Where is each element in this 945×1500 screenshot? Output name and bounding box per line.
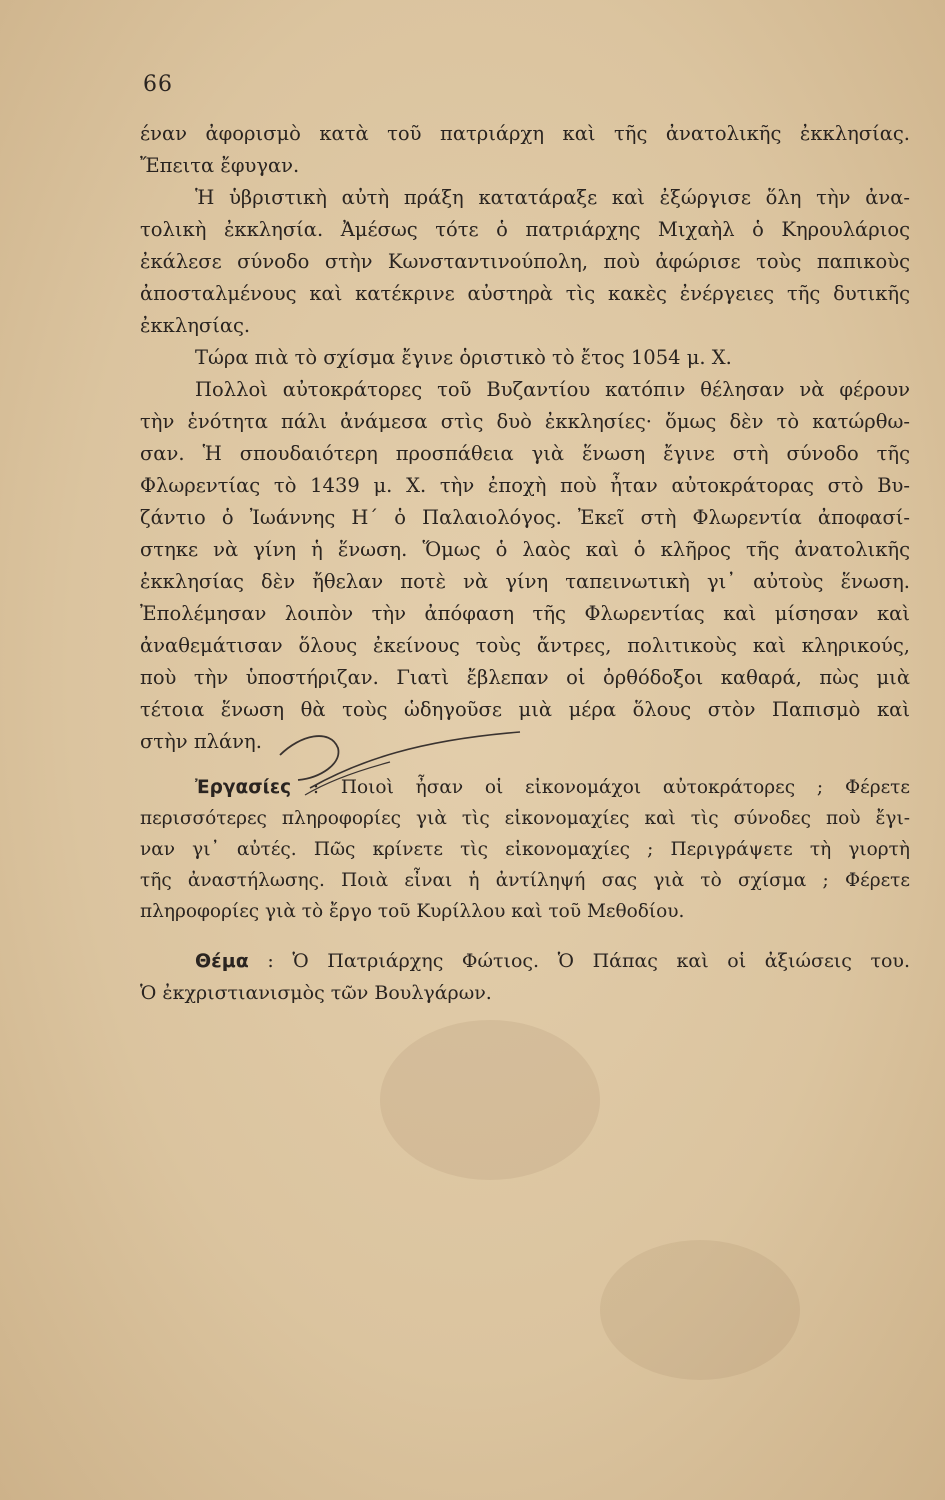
theme-text: : Ὁ Πατριάρχης Φώτιος. Ὁ Πάπας καὶ οἱ ἀξιώσεις του.: [267, 950, 910, 972]
exercises-line: πληροφορίες γιὰ τὸ ἔργο τοῦ Κυρίλλου καὶ τοῦ Μεθοδίου.: [140, 901, 685, 922]
paper-stain: [600, 1240, 800, 1380]
text-line: Τώρα πιὰ τὸ σχίσμα ἔγινε ὁριστικὸ τὸ ἔτος 1054 μ. Χ.: [195, 346, 732, 369]
text-line: τολικὴ ἐκκλησία. Ἀμέσως τότε ὁ πατριάρχης Μιχαὴλ ὁ Κηρουλάριος: [140, 218, 910, 241]
exercises-line: ναν γι᾿ αὐτές. Πῶς κρίνετε τὶς εἰκονομαχίες ; Περιγράψετε τὴ γιορτὴ: [140, 839, 910, 860]
text-line: Ἡ ὑβριστικὴ αὐτὴ πράξη κατατάραξε καὶ ἐξώργισε ὅλη τὴν ἀνα-: [195, 186, 910, 209]
text-line: τέτοια ἕνωση θὰ τοὺς ὡδηγοῦσε μιὰ μέρα ὅλους στὸν Παπισμὸ καὶ: [140, 698, 910, 721]
text-line: ἐκάλεσε σύνοδο στὴν Κωνσταντινούπολη, ποὺ ἀφώρισε τοὺς παπικοὺς: [140, 250, 910, 273]
text-line: σαν. Ἡ σπουδαιότερη προσπάθεια γιὰ ἕνωση ἔγινε στὴ σύνοδο τῆς: [140, 442, 910, 465]
pen-scribble: [270, 700, 530, 810]
text-line: έναν ἀφορισμὸ κατὰ τοῦ πατριάρχη καὶ τῆς ἀνατολικῆς ἐκκλησίας.: [140, 122, 910, 145]
theme-first-line: [140, 945, 910, 977]
text-line: τὴν ἑνότητα πάλι ἀνάμεσα στὶς δυὸ ἐκκλησίες· ὅμως δὲν τὸ κατώρθω-: [140, 410, 910, 433]
paper-stain: [380, 1020, 600, 1180]
text-line: Ἔπειτα ἔφυγαν.: [140, 154, 300, 177]
text-line: ἐκκλησίας δὲν ἤθελαν ποτὲ νὰ γίνη ταπεινωτικὴ γι᾿ αὐτοὺς ἕνωση.: [140, 570, 910, 593]
exercises-line: τῆς ἀναστήλωσης. Ποιὰ εἶναι ἡ ἀντίληψή σας γιὰ τὸ σχίσμα ; Φέρετε: [140, 870, 910, 891]
text-line: στηκε νὰ γίνη ἡ ἕνωση. Ὅμως ὁ λαὸς καὶ ὁ κλῆρος τῆς ἀνατολικῆς: [140, 538, 910, 561]
text-line: στὴν πλάνη.: [140, 730, 262, 753]
theme-section: [140, 945, 910, 1009]
text-line: ποὺ τὴν ὑποστήριζαν. Γιατὶ ἔβλεπαν οἱ ὀρθόδοξοι καθαρά, πὼς μιὰ: [140, 666, 910, 689]
text-line: Ἐπολέμησαν λοιπὸν τὴν ἀπόφαση τῆς Φλωρεντίας καὶ μίσησαν καὶ: [140, 602, 910, 625]
text-line: Πολλοὶ αὐτοκράτορες τοῦ Βυζαντίου κατόπιν θέλησαν νὰ φέρουν: [195, 378, 910, 401]
page-number: 66: [143, 72, 173, 97]
theme-line: Ὁ ἐκχριστιανισμὸς τῶν Βουλγάρων.: [140, 982, 492, 1004]
exercises-line: περισσότερες πληροφορίες γιὰ τὶς εἰκονομαχίες καὶ τὶς σύνοδες ποὺ ἔγι-: [140, 808, 910, 829]
text-line: ἀναθεμάτισαν ὅλους ἐκείνους τοὺς ἄντρες, πολιτικοὺς καὶ κληρικούς,: [140, 634, 910, 657]
text-line: Φλωρεντίας τὸ 1439 μ. Χ. τὴν ἐποχὴ ποὺ ἦταν αὐτοκράτορας στὸ Βυ-: [140, 474, 910, 497]
text-line: ζάντιο ὁ Ἰωάννης Η΄ ὁ Παλαιολόγος. Ἐκεῖ στὴ Φλωρεντία ἀποφασί-: [140, 506, 910, 529]
theme-label: Θέμα: [195, 950, 249, 972]
exercises-text: : Ποιοὶ ἦσαν οἱ εἰκονομάχοι αὐτοκράτορες ; Φέρετε: [312, 777, 910, 798]
text-line: ἐκκλησίας.: [140, 314, 251, 337]
main-text: [140, 118, 910, 1009]
exercises-label: Ἐργασίες: [195, 777, 292, 798]
text-line: ἀποσταλμένους καὶ κατέκρινε αὐστηρὰ τὶς κακὲς ἐνέργειες τῆς δυτικῆς: [140, 282, 910, 305]
